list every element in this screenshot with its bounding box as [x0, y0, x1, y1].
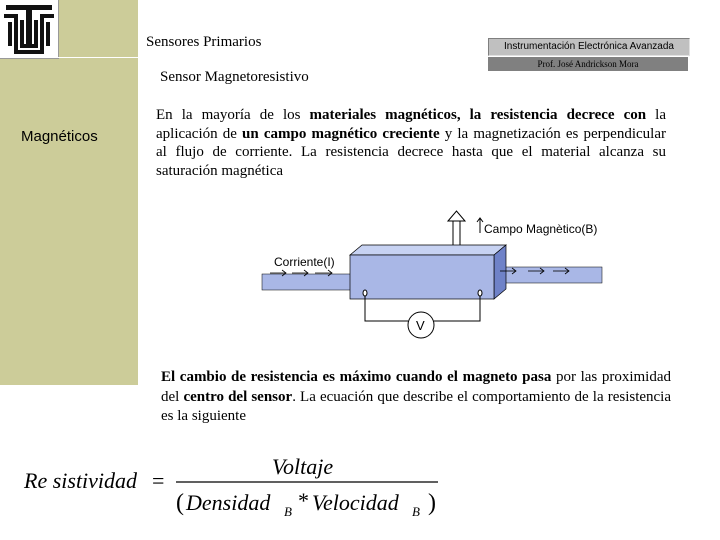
den-open-paren: (	[176, 490, 184, 516]
den-term-2: Velocidad	[312, 490, 399, 515]
den-close-paren: )	[428, 490, 436, 516]
resistivity-formula	[20, 452, 470, 522]
note-text-2: . La ecuación que describe el comportamiento de la resistencia es la siguiente	[161, 388, 672, 424]
bar-right	[494, 267, 602, 283]
bar-left	[262, 274, 362, 290]
magnetoresistor-diagram	[250, 209, 616, 341]
professor-name-bar: Prof. José Andrickson Mora	[488, 57, 688, 71]
note-text-1: por las proximidad del	[161, 369, 671, 405]
sensor-top-face	[350, 245, 506, 255]
note-bold-2: centro del sensor	[183, 388, 293, 405]
institution-logo	[0, 0, 59, 59]
formula-equals: =	[152, 468, 165, 493]
den-operator: *	[298, 488, 309, 513]
sensor-front-face	[350, 255, 494, 299]
formula-numerator: Voltaje	[272, 454, 334, 479]
field-label: Campo Magnètico(B)	[484, 222, 598, 236]
conclusion-paragraph	[161, 368, 671, 427]
header-divider	[58, 57, 138, 58]
course-name-bar: Instrumentación Electrónica Avanzada	[488, 38, 690, 56]
slide-subtitle: Sensor Magnetoresistivo	[160, 69, 309, 85]
formula-svg	[20, 452, 470, 522]
field-arrow-icon	[448, 211, 465, 245]
sidebar-section-label: Magnéticos	[21, 128, 98, 145]
para-text-3: y la magnetización es perpendicular al flujo de corriente. La resistencia decrece hasta que el material alcanza su saturación magnética	[156, 125, 666, 179]
intro-paragraph	[156, 106, 666, 180]
den-sub-1: B	[284, 504, 292, 519]
formula-lhs: Re sistividad	[24, 468, 138, 493]
field-label-arrow-icon	[477, 218, 483, 233]
diagram-svg	[250, 209, 616, 341]
current-label: Corriente(I)	[274, 255, 335, 269]
voltmeter-label: V	[416, 318, 425, 333]
den-sub-2: B	[412, 504, 420, 519]
sensor-side-face	[494, 245, 506, 299]
note-bold-1: El cambio de resistencia es máximo cuando el magneto pasa	[161, 369, 552, 385]
para-text-2: la aplicación de	[156, 107, 667, 142]
logo-icon	[0, 0, 58, 58]
para-bold-2: un campo magnético creciente	[242, 125, 440, 142]
den-term-1: Densidad	[186, 490, 271, 515]
page-title: Sensores Primarios	[146, 34, 262, 50]
para-text-1: En la mayoría de los	[156, 107, 310, 123]
para-bold-1: materiales magnéticos, la resistencia decrece con	[309, 107, 647, 123]
